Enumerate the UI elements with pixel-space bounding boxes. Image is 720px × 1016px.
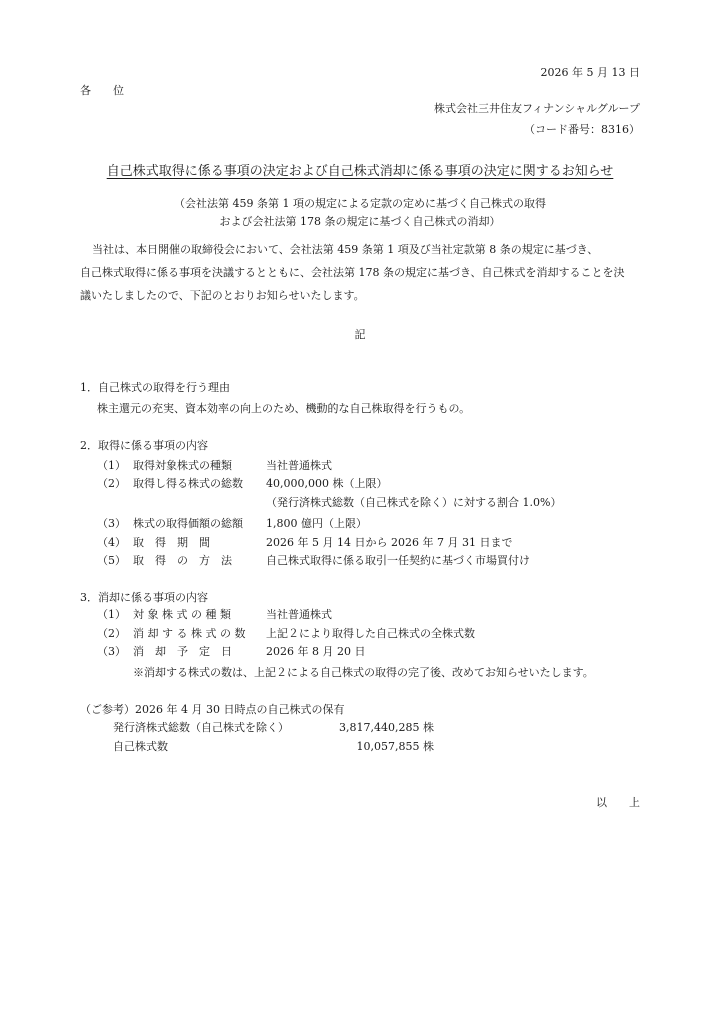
subtitle-line-1: （会社法第 459 条第 1 項の規定による定款の定めに基づく自己株式の取得 [174,197,546,210]
item-value: 40,000,000 株（上限） [266,477,388,490]
item-note: （発行済株式総数（自己株式を除く）に対する割合 1.0%） [266,496,562,509]
item-number: （5） [97,554,126,567]
item-label: 対 象 株 式 の 種 類 [133,608,231,621]
closing-mark: 以 上 [596,796,640,809]
intro-line-3: 議いたしましたので、下記のとおりお知らせいたします。 [80,289,365,302]
item-number: （3） [97,517,126,530]
reference-heading: （ご参考）2026 年 4 月 30 日時点の自己株式の保有 [80,703,345,716]
document-date: 2026 年 5 月 13 日 [540,66,640,79]
section-3-note: ※消却する株式の数は、上記２による自己株式の取得の完了後、改めてお知らせいたします。 [133,666,594,679]
intro-line-1: 当社は、本日開催の取締役会において、会社法第 459 条第 1 項及び当社定款第 8 条の規定に基づき、 [92,243,599,256]
section-1-body: 株主還元の充実、資本効率の向上のため、機動的な自己株取得を行うもの。 [97,402,471,415]
item-label: 取得対象株式の種類 [133,459,232,472]
item-value: 1,800 億円（上限） [266,517,367,530]
section-2-heading: 2．取得に係る事項の内容 [80,439,208,452]
ki-marker: 記 [354,328,366,341]
section-1-heading: 1．自己株式の取得を行う理由 [80,381,230,394]
item-value: 2026 年 5 月 14 日から 2026 年 7 月 31 日まで [266,536,513,549]
item-value: 上記２により取得した自己株式の全株式数 [266,627,475,640]
reference-value: 10,057,855 株 [356,740,434,753]
stock-code: （コード番号：8316） [524,123,640,136]
item-label: 消 却 す る 株 式 の 数 [133,627,246,640]
item-number: （3） [97,645,126,658]
addressee: 各 位 [80,84,124,97]
document-title: 自己株式取得に係る事項の決定および自己株式消却に係る事項の決定に関するお知らせ [106,164,614,179]
item-label: 取得し得る株式の総数 [133,477,243,490]
item-number: （4） [97,536,126,549]
item-number: （2） [97,627,126,640]
item-number: （1） [97,459,126,472]
section-3-heading: 3．消却に係る事項の内容 [80,591,208,604]
reference-label: 自己株式数 [113,740,168,753]
item-value: 当社普通株式 [266,459,332,472]
item-value: 2026 年 8 月 20 日 [266,645,366,658]
item-value: 当社普通株式 [266,608,332,621]
item-label: 株式の取得価額の総額 [133,517,243,530]
reference-label: 発行済株式総数（自己株式を除く） [113,721,289,734]
subtitle-line-2: および会社法第 178 条の規定に基づく自己株式の消却） [219,215,501,228]
intro-line-2: 自己株式取得に係る事項を決議するとともに、会社法第 178 条の規定に基づき、自己株式を消却することを決 [80,266,625,279]
item-value: 自己株式取得に係る取引一任契約に基づく市場買付け [266,554,530,567]
item-number: （1） [97,608,126,621]
intro-paragraph [80,238,645,307]
item-number: （2） [97,477,126,490]
item-label: 取 得 期 間 [133,536,210,549]
item-label: 消 却 予 定 日 [133,645,232,658]
reference-value: 3,817,440,285 株 [339,721,434,734]
item-label: 取 得 の 方 法 [133,554,232,567]
company-name: 株式会社三井住友フィナンシャルグループ [434,102,640,115]
